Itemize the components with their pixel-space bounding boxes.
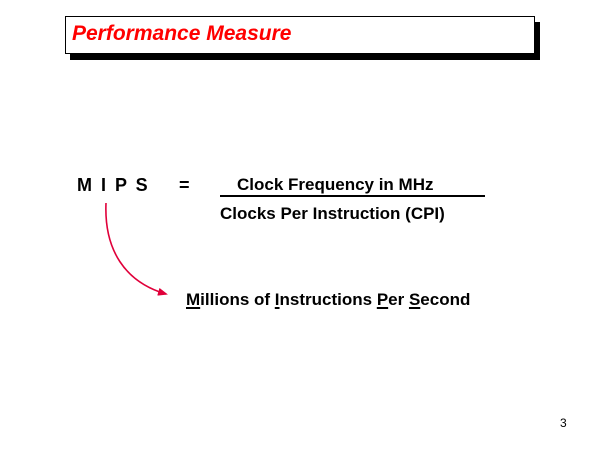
arrow-path	[106, 203, 166, 294]
formula-denominator: Clocks Per Instruction (CPI)	[220, 204, 445, 223]
page-number: 3	[560, 416, 567, 430]
formula-numerator-text: Clock Frequency in MHz	[237, 175, 434, 194]
expansion-initial: M	[186, 290, 201, 309]
expansion-text: econd	[420, 290, 471, 309]
mips-expansion	[186, 290, 470, 310]
slide-title: Performance Measure	[72, 22, 292, 45]
expansion-initial: I	[274, 290, 280, 309]
formula-equals: =	[179, 175, 190, 195]
fraction-bar	[220, 195, 485, 197]
expansion-text: illions of	[200, 290, 275, 309]
expansion-text: nstructions	[279, 290, 377, 309]
formula-numerator	[220, 175, 485, 195]
expansion-text: er	[388, 290, 409, 309]
title-box	[65, 16, 535, 54]
expansion-initial: P	[376, 290, 389, 309]
formula-lhs: M I P S	[77, 175, 150, 195]
expansion-initial: S	[408, 290, 421, 309]
